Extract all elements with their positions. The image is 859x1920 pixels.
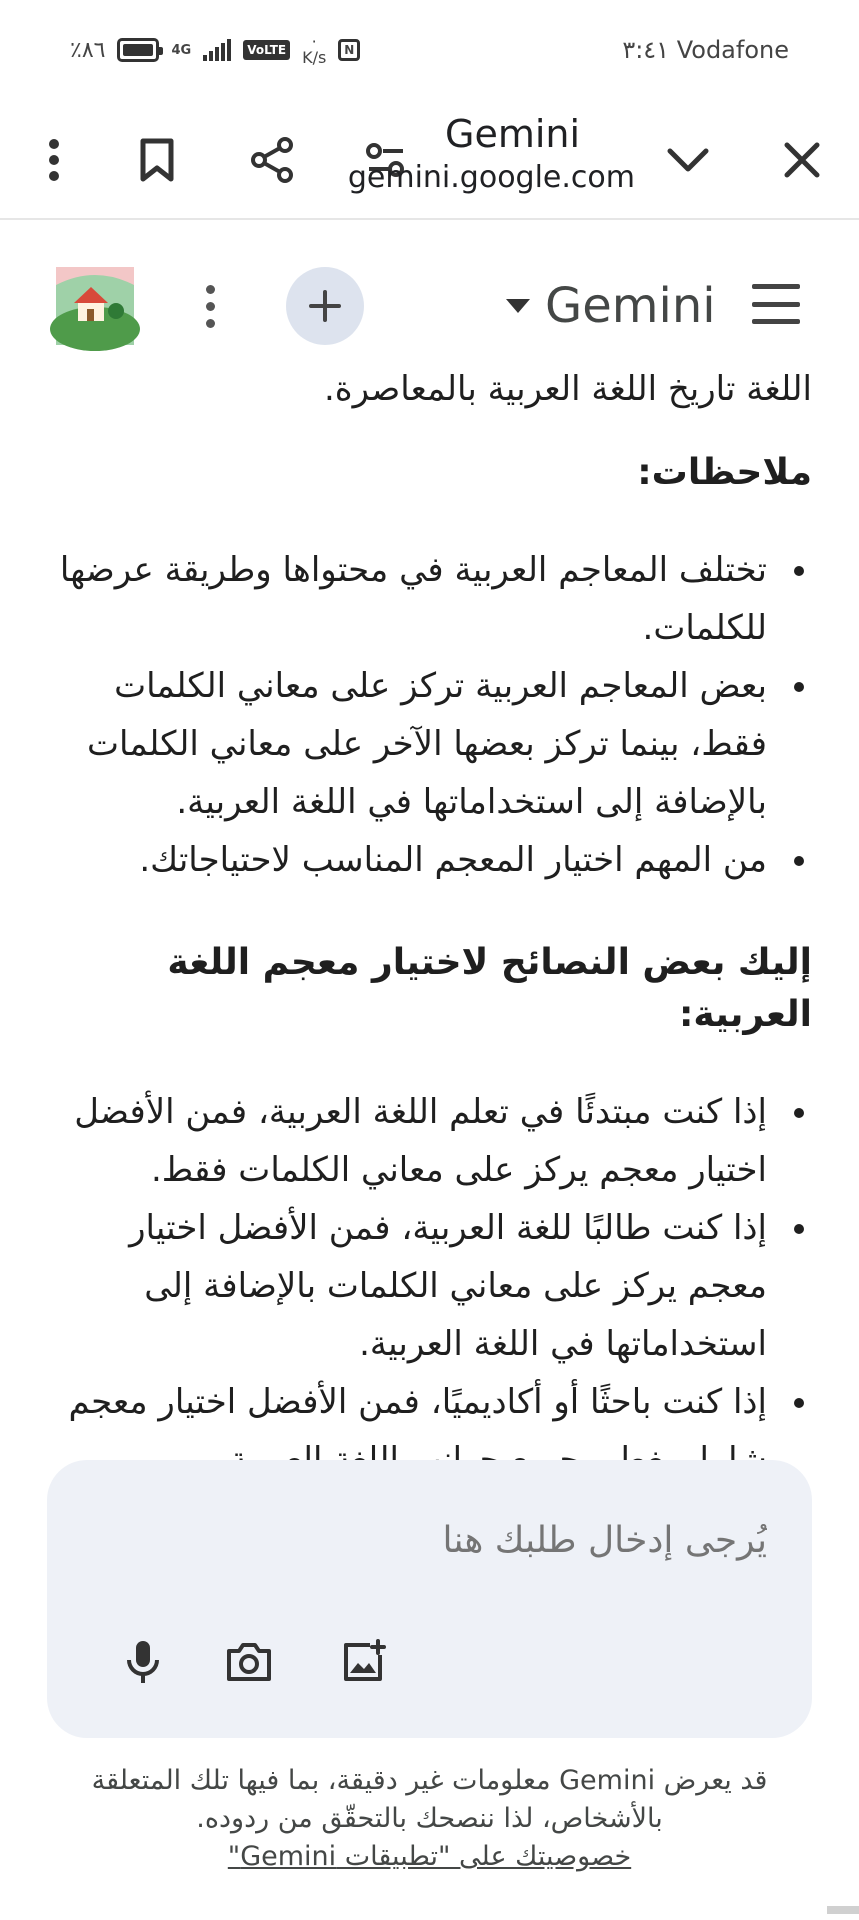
battery-percent: ٪٨٦ [70,37,106,63]
speed-unit: K/s [302,48,327,67]
list-item: إذا كنت باحثًا أو أكاديميًا، فمن الأفضل اختيار معجم [47,1373,812,1489]
prompt-input[interactable] [167,1520,767,1561]
status-bar [0,0,859,100]
tips-list [47,1083,812,1489]
list-item: إذا كنت طالبًا للغة العربية، فمن الأفضل اختيار معجم يركز على معاني الكلمات بالإضافة إلى استخداماتها في اللغة العربية. [47,1199,812,1373]
caret-down-icon [505,298,531,314]
response-content [0,369,859,1457]
battery-icon [117,38,159,62]
share-icon[interactable] [240,128,304,192]
bookmark-icon[interactable] [125,128,189,192]
network-speed: · K/s [302,32,327,67]
page-url[interactable]: gemini.google.com [347,160,635,195]
tips-heading: إليك بعض النصائح لاختيار معجم اللغة العربية: [167,942,812,1035]
chevron-down-icon[interactable] [656,128,720,192]
list-item: تختلف المعاجم العربية في محتواها وطريقة عرضها للكلمات. [47,541,812,657]
menu-icon[interactable] [752,284,800,324]
home-indicator [827,1906,859,1914]
notes-list [47,541,812,889]
plus-icon [307,288,343,324]
prompt-box [47,1460,812,1738]
avatar[interactable] [56,267,134,345]
page-title: Gemini [445,112,581,156]
status-icons [70,34,360,66]
app-header [0,222,859,387]
notes-heading: ملاحظات: [637,452,812,493]
disclaimer-text: قد يعرض Gemini معلومات غير دقيقة، بما فيها تلك المتعلقة بالأشخاص، لذا ننصحك بالتحقّق من ردوده. [91,1765,768,1834]
more-options-icon[interactable] [22,128,86,192]
close-icon[interactable] [770,128,834,192]
privacy-link[interactable]: خصوصيتك على "تطبيقات Gemini" [227,1841,632,1872]
volte-badge: VoLTE [243,40,290,60]
new-chat-button[interactable] [286,267,364,345]
nfc-icon: N [338,39,360,61]
list-item: من المهم اختيار المعجم المناسب لاحتياجاتك. [47,831,812,889]
model-name: Gemini [545,278,716,334]
list-item: بعض المعاجم العربية تركز على معاني الكلمات فقط، بينما تركز بعضها الآخر على معاني الكلمات بالإضافة إلى استخداماتها في اللغة العربية. [47,657,812,831]
microphone-icon[interactable] [111,1630,175,1694]
camera-icon[interactable] [217,1630,281,1694]
add-image-icon[interactable] [331,1630,395,1694]
disclaimer [60,1762,799,1876]
network-gen: 4G [171,42,192,58]
time-carrier: ٣:٤١ Vodafone [622,36,789,64]
more-menu-icon[interactable] [190,274,230,338]
cut-off-line: اللغة تاريخ اللغة العربية بالمعاصرة. [323,369,812,409]
list-item: إذا كنت مبتدئًا في تعلم اللغة العربية، فمن الأفضل اختيار معجم يركز على معاني الكلمات فقط. [47,1083,812,1199]
browser-toolbar [0,100,859,220]
model-switcher[interactable] [505,274,716,338]
signal-icon [203,39,231,61]
